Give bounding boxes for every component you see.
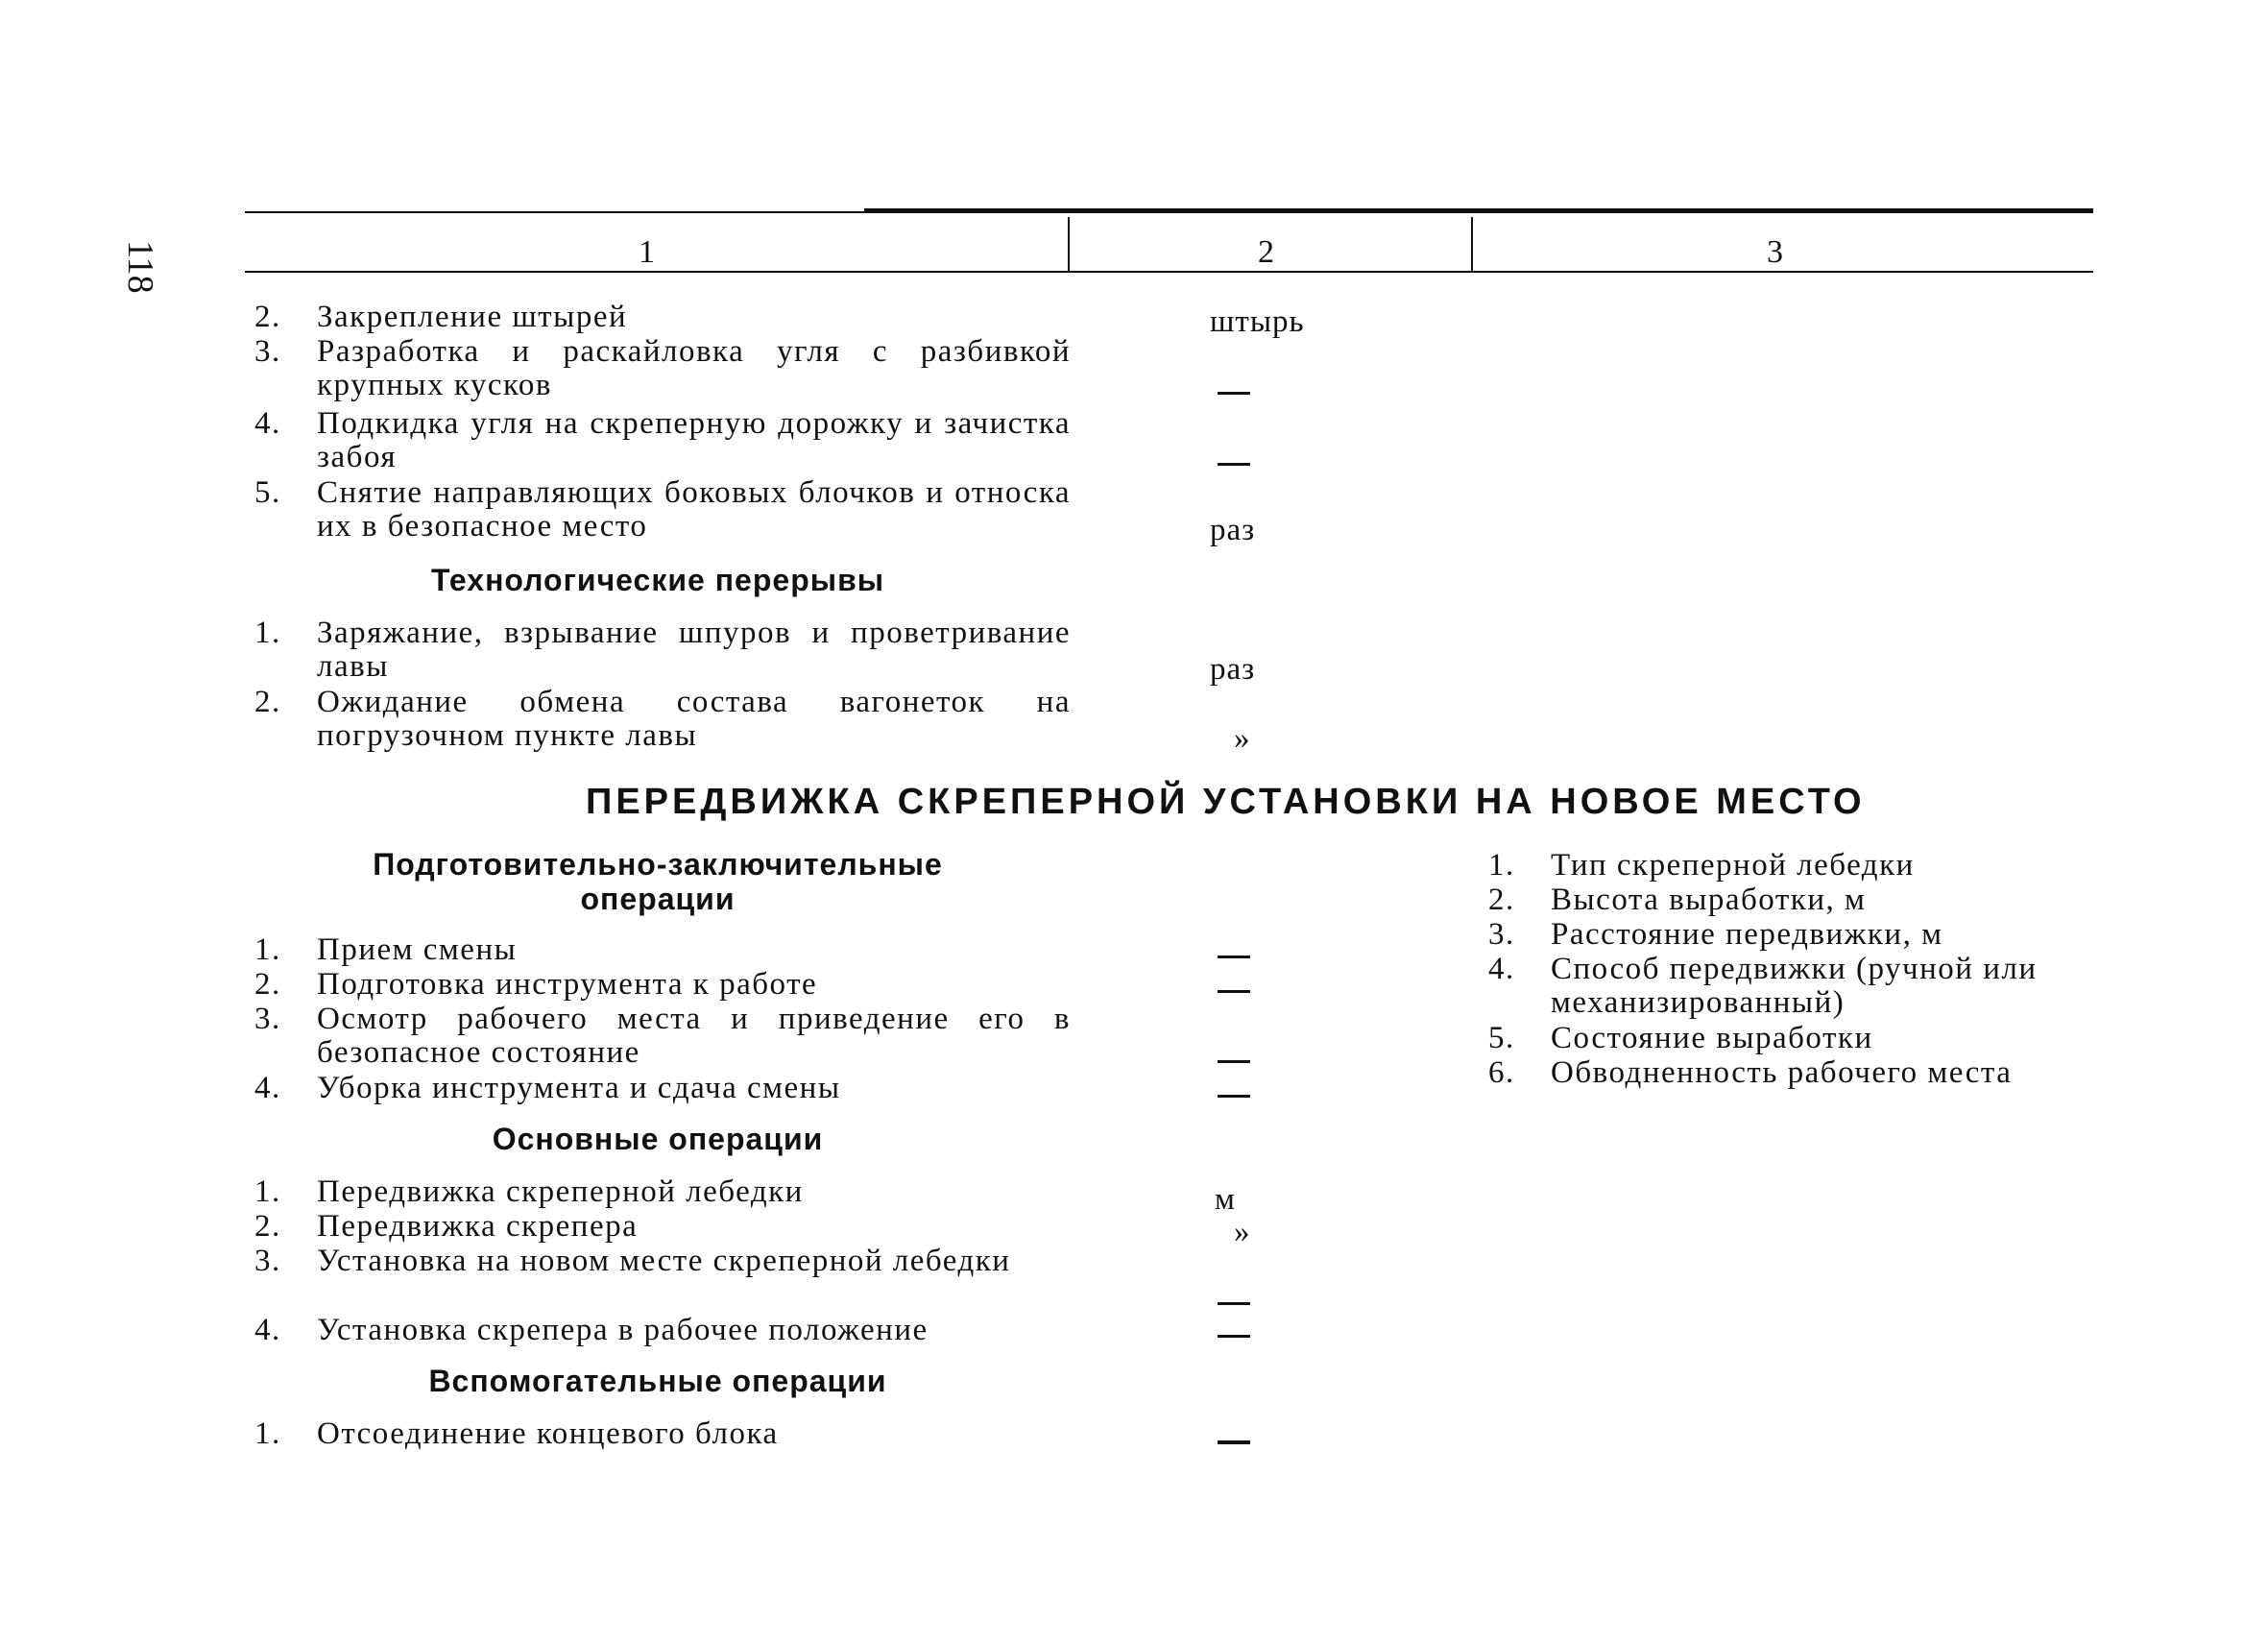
item-unit-dash [1218, 1095, 1250, 1098]
section-title: ПЕРЕДВИЖКА СКРЕПЕРНОЙ УСТАНОВКИ НА НОВОЕ МЕСТО [586, 782, 1866, 822]
item-text: Осмотр рабочего места и приведение его в безопасное состояние [317, 1002, 1071, 1070]
item-text: Подготовка инструмента к работе [317, 967, 818, 1002]
item-number: 2. [254, 967, 281, 1002]
item-text: Заряжание, взрывание шпуров и проветривание лавы [317, 616, 1071, 684]
subsection-title: Вспомогательные операции [428, 1364, 887, 1398]
subsection-title: Основные операции [492, 1122, 824, 1156]
factor-number: 6. [1488, 1055, 1515, 1090]
item-number: 1. [254, 1174, 281, 1209]
item-number: 1. [254, 932, 281, 967]
item-unit: штырь [1210, 304, 1305, 339]
subsection-title: Подготовительно-заключительные [373, 847, 943, 882]
item-unit-dash [1218, 1440, 1250, 1444]
item-unit-dash [1218, 1302, 1250, 1305]
item-text: Подкидка угля на скреперную дорожку и зачистка забоя [317, 406, 1071, 474]
item-number: 5. [254, 475, 281, 510]
subsection-title: операции [580, 882, 736, 916]
item-unit-dash [1218, 1060, 1250, 1063]
column-header-2: 2 [1258, 234, 1274, 270]
item-unit-dash [1218, 956, 1250, 958]
factor-number: 1. [1488, 848, 1515, 883]
item-unit: раз [1210, 652, 1256, 687]
item-number: 1. [254, 616, 281, 650]
column-header-1: 1 [639, 234, 655, 270]
item-text: Установка скрепера в рабочее положение [317, 1313, 929, 1347]
item-unit-dash [1218, 392, 1250, 395]
factor-number: 3. [1488, 917, 1515, 952]
item-text: Отсоединение концевого блока [317, 1416, 779, 1451]
factor-number: 4. [1488, 952, 1515, 986]
item-number: 2. [254, 685, 281, 719]
table-top-rule-thick [864, 208, 2093, 213]
item-text: Разработка и раскайловка угля с разбивкой крупных кусков [317, 334, 1071, 402]
factor-text: Тип скреперной лебедки [1551, 848, 1915, 883]
item-text: Ожидание обмена состава вагонеток на погрузочном пункте лавы [317, 685, 1071, 753]
item-number: 4. [254, 1071, 281, 1105]
item-unit: раз [1210, 513, 1256, 547]
item-text: Снятие направляющих боковых блочков и относка их в безопасное место [317, 475, 1071, 544]
factor-number: 5. [1488, 1021, 1515, 1055]
table-header-bottom-rule [245, 271, 2093, 273]
subsection-title: Технологические перерывы [430, 563, 885, 597]
item-unit-dash [1218, 990, 1250, 993]
item-unit: м [1215, 1182, 1236, 1217]
column-header-3: 3 [1767, 234, 1783, 270]
factor-text: Расстояние передвижки, м [1551, 917, 1943, 952]
item-number: 1. [254, 1416, 281, 1451]
item-number: 2. [254, 1209, 281, 1244]
item-number: 4. [254, 1313, 281, 1347]
item-text: Уборка инструмента и сдача смены [317, 1071, 841, 1105]
item-number: 2. [254, 300, 281, 334]
column-separator [1471, 217, 1473, 271]
factor-text: Высота выработки, м [1551, 883, 1867, 917]
item-unit: » [1234, 1215, 1251, 1249]
item-unit-dash [1218, 1335, 1250, 1338]
item-unit: » [1234, 721, 1251, 756]
item-text: Закрепление штырей [317, 300, 628, 334]
item-text: Передвижка скрепера [317, 1209, 639, 1244]
factor-text: Состояние выработки [1551, 1021, 1873, 1055]
item-unit-dash [1218, 463, 1250, 466]
page-number: 118 [120, 240, 160, 294]
item-number: 3. [254, 1002, 281, 1036]
factor-number: 2. [1488, 883, 1515, 917]
item-number: 4. [254, 406, 281, 441]
factor-text: Обводненность рабочего места [1551, 1055, 2013, 1090]
item-text: Передвижка скреперной лебедки [317, 1174, 804, 1209]
table-top-rule [245, 211, 864, 213]
item-text: Прием смены [317, 932, 518, 967]
item-number: 3. [254, 334, 281, 369]
column-separator [1068, 217, 1070, 271]
item-number: 3. [254, 1244, 281, 1278]
factor-text: Способ передвижки (ручной или механизированный) [1551, 952, 2038, 1020]
item-text: Установка на новом месте скреперной лебедки [317, 1244, 1011, 1278]
